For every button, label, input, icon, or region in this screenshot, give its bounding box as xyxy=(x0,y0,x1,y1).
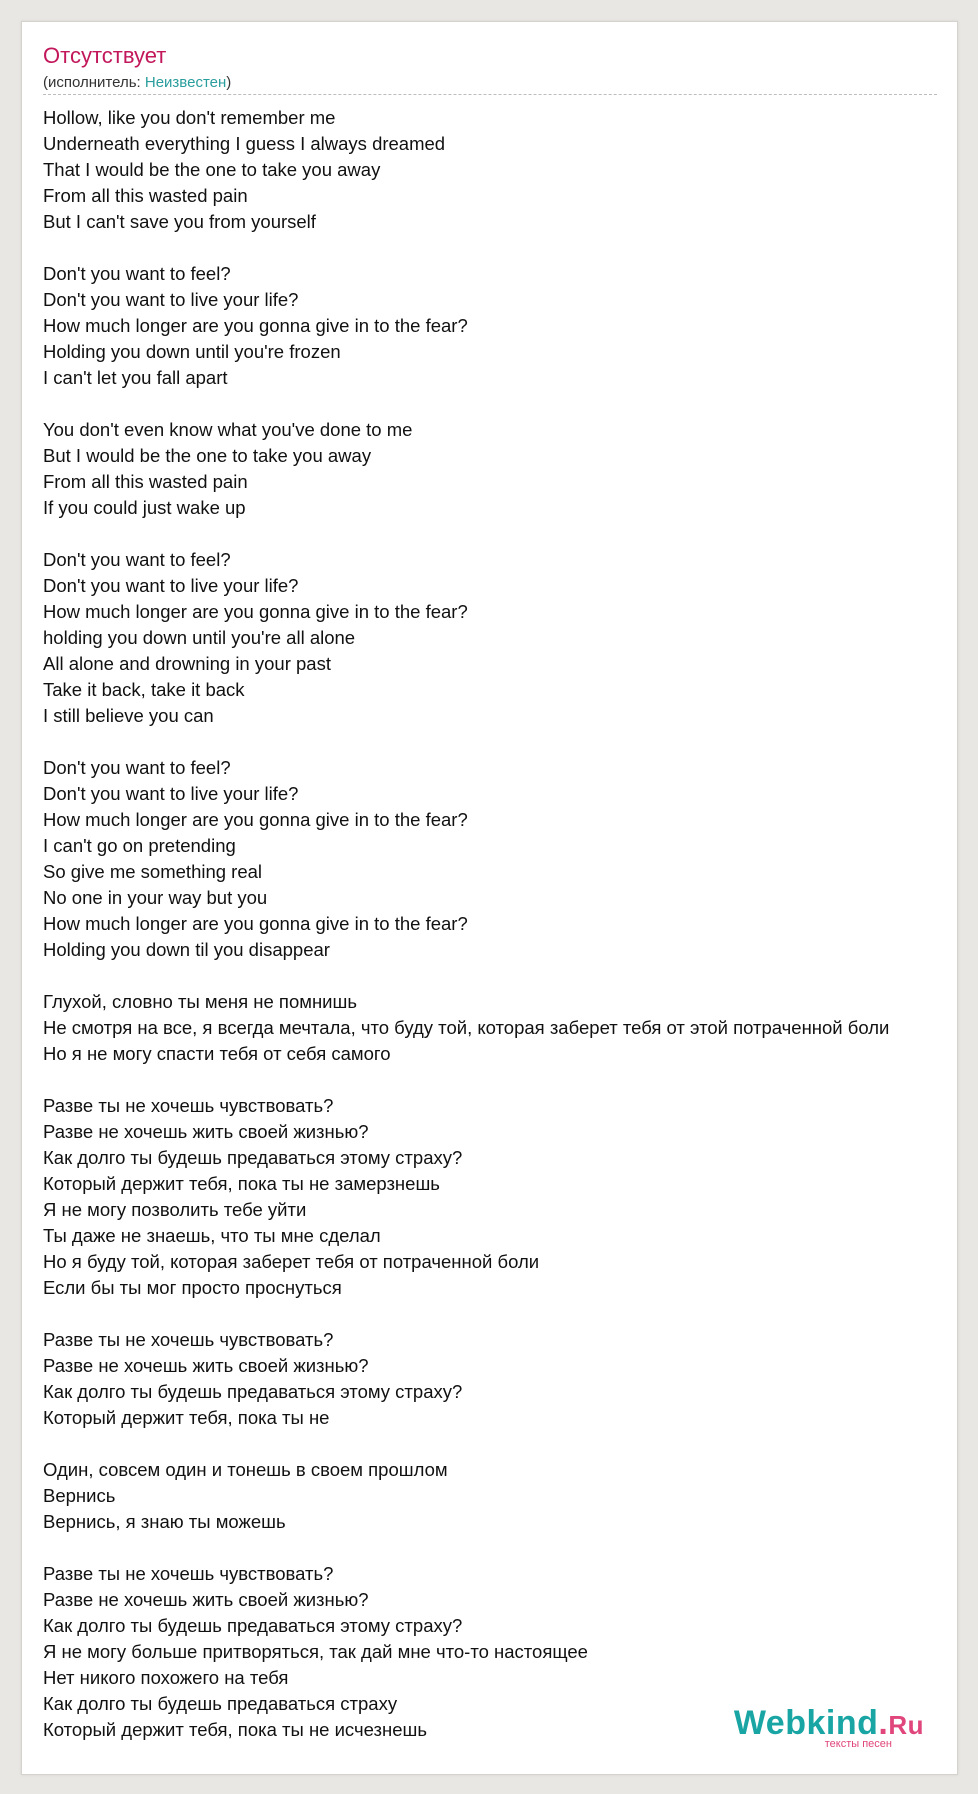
lyric-line: Разве ты не хочешь чувствовать? xyxy=(43,1095,334,1116)
lyric-line: Который держит тебя, пока ты не исчезнешь xyxy=(43,1719,427,1740)
lyric-line: Разве не хочешь жить своей жизнью? xyxy=(43,1589,369,1610)
lyric-line: Don't you want to feel? xyxy=(43,757,231,778)
lyric-line: Который держит тебя, пока ты не xyxy=(43,1407,330,1428)
lyric-line: How much longer are you gonna give in to the fear? xyxy=(43,315,468,336)
stanza-gap xyxy=(43,235,889,261)
lyric-line: Я не могу больше притворяться, так дай мне что-то настоящее xyxy=(43,1641,588,1662)
lyric-line: How much longer are you gonna give in to the fear? xyxy=(43,809,468,830)
lyric-line: Hollow, like you don't remember me xyxy=(43,107,336,128)
lyric-line: If you could just wake up xyxy=(43,497,246,518)
lyric-line: Вернись xyxy=(43,1485,116,1506)
song-title: Отсутствует xyxy=(43,43,167,68)
lyric-line: But I can't save you from yourself xyxy=(43,211,316,232)
stanza-gap xyxy=(43,1067,889,1093)
lyric-line: All alone and drowning in your past xyxy=(43,653,331,674)
lyric-line: Holding you down until you're frozen xyxy=(43,341,341,362)
lyric-line: Как долго ты будешь предаваться этому страху? xyxy=(43,1615,463,1636)
lyric-line: Разве не хочешь жить своей жизнью? xyxy=(43,1121,369,1142)
site-logo[interactable] xyxy=(733,1704,930,1751)
lyric-line: That I would be the one to take you away xyxy=(43,159,381,180)
lyric-line: How much longer are you gonna give in to the fear? xyxy=(43,913,468,934)
lyric-line: Don't you want to live your life? xyxy=(43,289,299,310)
stanza-gap xyxy=(43,521,889,547)
lyric-line: Underneath everything I guess I always dreamed xyxy=(43,133,446,154)
stanza-gap xyxy=(43,391,889,417)
lyric-line: Take it back, take it back xyxy=(43,679,245,700)
lyric-line: How much longer are you gonna give in to the fear? xyxy=(43,601,468,622)
lyric-line: Don't you want to live your life? xyxy=(43,575,299,596)
lyric-line: Don't you want to feel? xyxy=(43,263,231,284)
lyric-line: I still believe you can xyxy=(43,705,214,726)
lyric-line: Один, совсем один и тонешь в своем прошлом xyxy=(43,1459,448,1480)
lyric-line: Разве не хочешь жить своей жизнью? xyxy=(43,1355,369,1376)
lyric-line: Если бы ты мог просто проснуться xyxy=(43,1277,342,1298)
lyric-line: I can't go on pretending xyxy=(43,835,236,856)
lyrics-text xyxy=(43,105,889,1743)
lyric-line: From all this wasted pain xyxy=(43,185,248,206)
stanza-gap xyxy=(43,729,889,755)
logo-dot: . xyxy=(878,1704,889,1742)
lyric-line: Я не могу позволить тебе уйти xyxy=(43,1199,307,1220)
logo-subtitle: тексты песен xyxy=(824,1738,892,1750)
lyric-line: holding you down until you're all alone xyxy=(43,627,356,648)
header-divider xyxy=(43,94,937,95)
lyric-line: Разве ты не хочешь чувствовать? xyxy=(43,1563,334,1584)
stanza-gap xyxy=(43,1431,889,1457)
lyric-line: Как долго ты будешь предаваться страху xyxy=(43,1693,398,1714)
lyric-line: Don't you want to live your life? xyxy=(43,783,299,804)
lyric-line: But I would be the one to take you away xyxy=(43,445,372,466)
lyric-line: Глухой, словно ты меня не помнишь xyxy=(43,991,357,1012)
lyric-line: Нет никого похожего на тебя xyxy=(43,1667,289,1688)
artist-suffix: ) xyxy=(226,74,232,91)
lyric-line: Не смотря на все, я всегда мечтала, что буду той, которая заберет тебя от этой потраченной боли xyxy=(43,1017,890,1038)
lyric-line: Ты даже не знаешь, что ты мне сделал xyxy=(43,1225,381,1246)
stanza-gap xyxy=(43,1301,889,1327)
stanza-gap xyxy=(43,963,889,989)
logo-word: Webkind xyxy=(733,1704,879,1742)
lyric-line: I can't let you fall apart xyxy=(43,367,228,388)
artist-prefix: (исполнитель: xyxy=(43,74,145,91)
artist-link[interactable]: Неизвестен xyxy=(144,74,227,91)
lyric-line: Как долго ты будешь предаваться этому страху? xyxy=(43,1147,463,1168)
lyric-line: Вернись, я знаю ты можешь xyxy=(43,1511,286,1532)
lyrics-card xyxy=(21,21,958,1775)
lyric-line: Разве ты не хочешь чувствовать? xyxy=(43,1329,334,1350)
lyric-line: You don't even know what you've done to me xyxy=(43,419,413,440)
lyric-line: Как долго ты будешь предаваться этому страху? xyxy=(43,1381,463,1402)
lyric-line: Но я не могу спасти тебя от себя самого xyxy=(43,1043,391,1064)
lyric-line: Который держит тебя, пока ты не замерзнешь xyxy=(43,1173,440,1194)
stanza-gap xyxy=(43,1535,889,1561)
lyric-line: Holding you down til you disappear xyxy=(43,939,330,960)
lyric-line: Но я буду той, которая заберет тебя от потраченной боли xyxy=(43,1251,540,1272)
lyric-line: No one in your way but you xyxy=(43,887,268,908)
lyric-line: Don't you want to feel? xyxy=(43,549,231,570)
artist-line xyxy=(43,74,231,92)
logo-tld: Ru xyxy=(888,1710,924,1740)
lyric-line: From all this wasted pain xyxy=(43,471,248,492)
lyric-line: So give me something real xyxy=(43,861,263,882)
